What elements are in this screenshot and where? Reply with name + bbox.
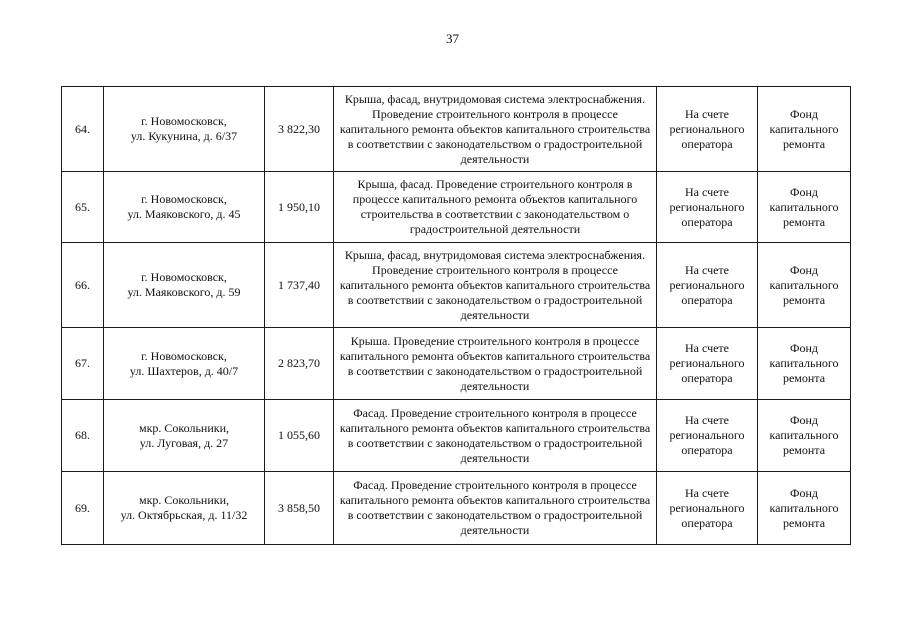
address-street: ул. Кукунина, д. 6/37 [130,129,238,143]
account-type: На счете регионального оператора [657,328,758,400]
address-street: ул. Шахтеров, д. 40/7 [129,363,239,378]
row-number: 69. [62,472,104,545]
account-type: На счете регионального оператора [657,243,758,328]
address-street: ул. Маяковского, д. 59 [127,285,241,299]
works-description: Крыша, фасад, внутридомовая система электроснабжения. Проведение строительного контроля в процессе капитального ремонта объектов капитального строительства в соответствии с законодательством о градостроительной деятельности [334,243,657,328]
table-row [62,243,851,328]
address-city: г. Новомосковск, [141,114,227,128]
table-row [62,328,851,400]
address-cell [104,328,265,400]
page-number: 37 [446,31,459,46]
table-row [62,87,851,172]
area-value: 2 823,70 [265,328,334,400]
capital-repair-table [61,86,851,545]
account-type: На счете регионального оператора [657,400,758,472]
address-cell [104,472,265,545]
account-type: На счете регионального оператора [657,172,758,243]
works-description: Крыша, фасад, внутридомовая система электроснабжения. Проведение строительного контроля в процессе капитального ремонта объектов капитального строительства в соответствии с законодательством о градостроительной деятельности [334,87,657,172]
address-city: г. Новомосковск, [141,270,227,284]
table-row [62,172,851,243]
funding-source: Фонд капитального ремонта [758,87,851,172]
address-city: г. Новомосковск, [141,192,227,206]
row-number: 65. [62,172,104,243]
account-type: На счете регионального оператора [657,472,758,545]
address-cell [104,243,265,328]
address-city: мкр. Сокольники, [138,420,230,435]
address-city: мкр. Сокольники, [138,493,230,507]
funding-source: Фонд капитального ремонта [758,172,851,243]
table-row [62,400,851,472]
address-street: ул. Луговая, д. 27 [139,435,229,450]
row-number: 66. [62,243,104,328]
funding-source: Фонд капитального ремонта [758,472,851,545]
row-number: 64. [62,87,104,172]
address-cell [104,172,265,243]
address-cell [104,87,265,172]
account-type: На счете регионального оператора [657,87,758,172]
address-street: ул. Октябрьская, д. 11/32 [120,508,248,522]
area-value: 1 055,60 [265,400,334,472]
address-street: ул. Маяковского, д. 45 [127,207,241,221]
funding-source: Фонд капитального ремонта [758,328,851,400]
area-value: 1 737,40 [265,243,334,328]
works-description: Фасад. Проведение строительного контроля в процессе капитального ремонта объектов капитального строительства в соответствии с законодательством о градостроительной деятельности [334,472,657,545]
works-description: Крыша. Проведение строительного контроля в процессе капитального ремонта объектов капитального строительства в соответствии с законодательством о градостроительной деятельности [334,328,657,400]
area-value: 3 822,30 [265,87,334,172]
address-city: г. Новомосковск, [141,348,227,363]
funding-source: Фонд капитального ремонта [758,400,851,472]
row-number: 68. [62,400,104,472]
area-value: 1 950,10 [265,172,334,243]
funding-source: Фонд капитального ремонта [758,243,851,328]
address-cell [104,400,265,472]
row-number: 67. [62,328,104,400]
works-description: Фасад. Проведение строительного контроля в процессе капитального ремонта объектов капитального строительства в соответствии с законодательством о градостроительной деятельности [334,400,657,472]
area-value: 3 858,50 [265,472,334,545]
works-description: Крыша, фасад. Проведение строительного контроля в процессе капитального ремонта объектов капитального строительства в соответствии с законодательством о градостроительной деятельности [334,172,657,243]
table-row [62,472,851,545]
